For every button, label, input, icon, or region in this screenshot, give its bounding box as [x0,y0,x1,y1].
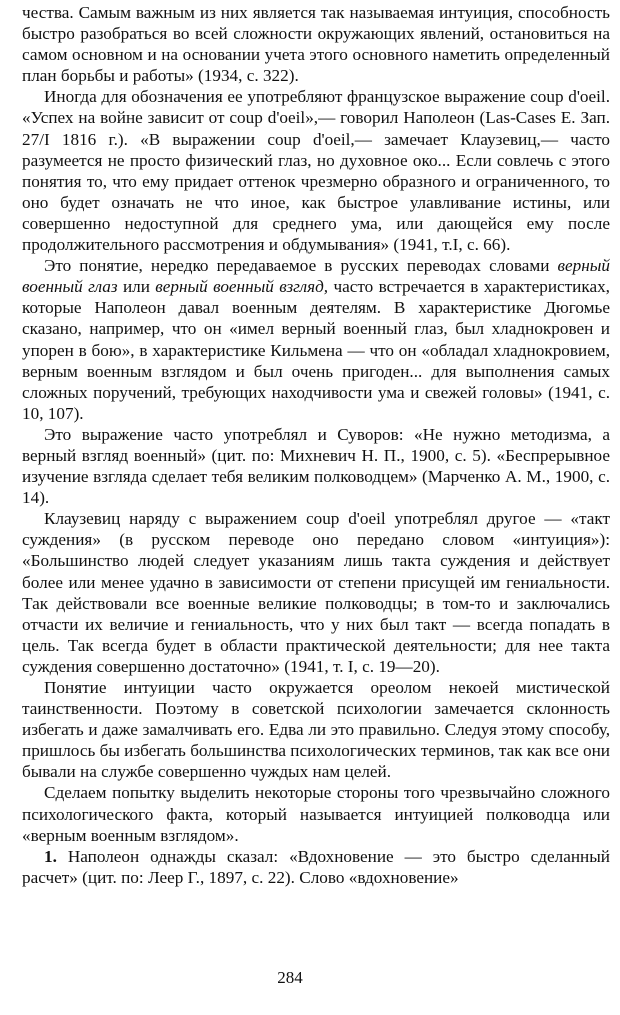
text-run: или [117,277,156,297]
body-text [22,2,610,888]
text-run: чества. Самым важным из них является так называемая интуиция, способность быстро разобраться во всей сложности окружающих явлений, остановиться на самом основном и на основании учета этого основного наметить определенный план борьбы и работы» (1934, с. 322). [22,3,610,86]
paragraph-3 [22,255,610,424]
paragraph-5 [22,508,610,677]
text-run: 1. [44,846,57,866]
text-run: Понятие интуиции часто окружается ореолом некоей мистической таинственности. Поэтому в советской психологии замечается склонность избегать и даже замалчивать его. Едва ли это правильно. Следуя этому способу, пришлось бы избегать большинства психологических терминов, так как все они бывали на службе совершенно чуждых нам целей. [22,678,610,782]
page-number: 284 [277,968,303,987]
text-run: Это понятие, нередко передаваемое в русских переводах словами [44,256,558,276]
text-run: верный военный взгляд, [155,277,329,297]
text-run: Сделаем попытку выделить некоторые стороны того чрезвычайно сложного психологического факта, который называется интуицией полководца или «верным военным взглядом». [22,783,610,845]
paragraph-8 [22,846,610,888]
text-run: Иногда для обозначения ее употребляют французское выражение coup d'oeil. «Успех на войне зависит от coup d'oeil»,— говорил Наполеон (Las-Cases E. Зап. 27/I 1816 г.). «В выражении coup d'oeil,— замечает Клаузевиц,— часто разумеется не просто физический глаз, но духовное око... Если совлечь с этого понятия то, что ему придает оттенок чрезмерно образного и ограниченного, то оно будет означать не что иное, как быстрое улавливание истины, или совершенно недоступной для среднего ума, или дающейся ему после продолжительного рассмотрения и обдумывания» (1941, т.I, с. 66). [22,87,610,255]
paragraph-4 [22,424,610,508]
text-run: верный военный глаз [22,256,610,297]
text-run: Клаузевиц наряду с выражением coup d'oeil употреблял другое — «такт суждения» (в русском переводе оно передано словом «интуиция»): «Большинство людей следует указаниям лишь такта суждения и действует более или менее удачно в зависимости от степени присущей им гениальности. Так действовали все военные великие полководцы; в том-то и заключались отчасти их величие и гениальность, что у них был такт — всегда попадать в цель. Так всегда будет в области практической деятельности; для нее такта суждения совершенно достаточно» (1941, т. I, с. 19—20). [22,509,610,676]
paragraph-6 [22,677,610,782]
text-run: Наполеон однажды сказал: «Вдохновение — это быстро сделанный расчет» (цит. по: Леер Г., 1897, с. 22). Слово «вдохновение» [22,846,610,887]
paragraph-1 [22,2,610,86]
text-run: часто встречается в характеристиках, которые Наполеон давал военным деятелям. В характеристике Дюгомье сказано, например, что он «имел верный военный глаз, был хладнокровен и упорен в бою», в характеристике Кильмена — что он «обладал хладнокровием, верным военным взглядом и был очень пригоден... для выполнения самых сложных поручений, требующих находчивости ума и свежей головы» (1941, с. 10, 107). [22,277,610,423]
paragraph-2 [22,86,610,255]
text-run: Это выражение часто употреблял и Суворов: «Не нужно методизма, а верный взгляд военный» (цит. по: Михневич Н. П., 1900, с. 5). «Беспрерывное изучение взгляда сделает тебя великим полководцем» (Марченко А. М., 1900, с. 14). [22,424,610,508]
paragraph-7 [22,782,610,845]
